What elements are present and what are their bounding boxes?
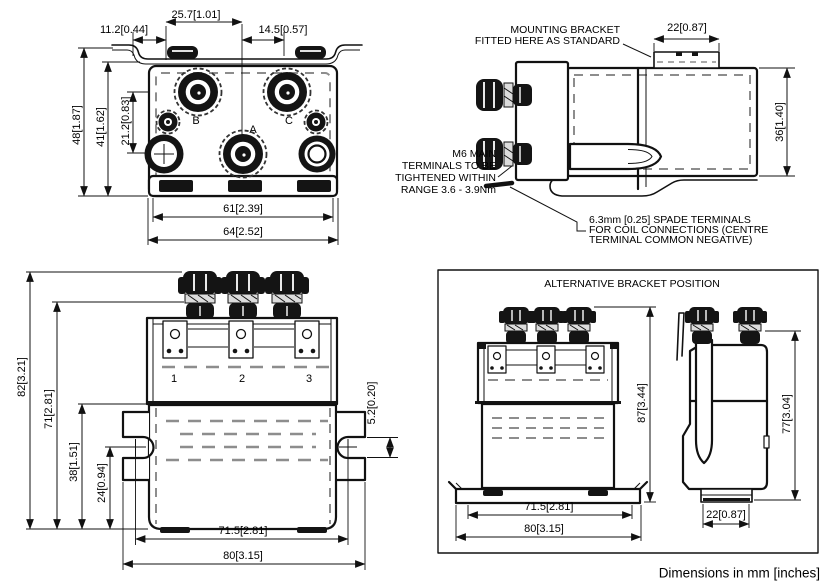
m6-note-line2: TERMINALS TO BE (401, 160, 496, 172)
terminal-a-label: A (249, 124, 257, 136)
terminal-1-label: 1 (170, 373, 178, 385)
terminal-post-1 (163, 321, 187, 358)
terminal-c-label: C (285, 115, 293, 127)
dim-width-total: 64[2.52] (223, 226, 263, 238)
dim-body-height: 36[1.40] (774, 102, 786, 142)
dim-front-hole-height: 24[0.94] (96, 463, 108, 503)
dim-front-hole-spacing: 71.5[2.81] (218, 525, 268, 537)
dim-alt-hole-spacing: 71.5[2.81] (524, 501, 574, 513)
front-view (16, 271, 398, 570)
flange-right (337, 412, 365, 480)
front-stud-2 (221, 271, 265, 322)
alt-strap-plunger (696, 340, 712, 463)
spade-note-line2: FOR COIL CONNECTIONS (CENTRE (589, 224, 769, 236)
alt-side-view (677, 307, 801, 528)
plunger-rings (299, 136, 336, 173)
dim-alt-front-height: 87[3.44] (636, 383, 648, 423)
dim-offset-left: 11.2[0.44] (99, 24, 149, 36)
dim-center: 25.7[1.01] (171, 9, 221, 21)
terminal-post-3 (295, 321, 319, 358)
m6-note-line1: M6 MAIN (452, 148, 496, 160)
m6-note-line3: TIGHTENED WITHIN (395, 172, 496, 184)
dim-height-total: 48[1.87] (71, 105, 83, 145)
spade-note-line1: 6.3mm [0.25] SPADE TERMINALS (589, 214, 751, 226)
front-stud-3 (265, 271, 309, 322)
dim-width-inner: 61[2.39] (223, 203, 263, 215)
dim-bracket-width: 22[0.87] (667, 22, 707, 34)
dim-front-height-lower: 38[1.51] (68, 442, 80, 482)
terminal-post-2 (229, 321, 253, 358)
dimensions-note: Dimensions in mm [inches] (658, 565, 820, 581)
m6-note-line4: RANGE 3.6 - 3.9Nm (400, 184, 496, 196)
plunger-side (570, 144, 661, 169)
alt-front-studs (499, 307, 596, 344)
dim-alt-side-height: 77[3.04] (781, 394, 793, 434)
mounting-note-line1: MOUNTING BRACKET (510, 24, 620, 36)
top-view (71, 9, 362, 245)
dim-alt-width-total: 80[3.15] (524, 523, 564, 535)
dim-front-height-studs: 71[2.81] (43, 389, 55, 429)
bracket-pad-left (167, 46, 198, 59)
dim-height-terminals: 21.2[0.83] (120, 96, 132, 146)
dim-height-body: 41[1.62] (95, 107, 107, 147)
dim-flange-offset: 5.2[0.20] (366, 381, 378, 425)
mounting-bracket-pad (654, 52, 719, 68)
spade-note-line3: TERMINAL COMMON NEGATIVE) (589, 234, 753, 246)
bracket-pad-right (295, 46, 326, 59)
side-view (395, 22, 795, 246)
terminal-b-label: B (192, 115, 200, 127)
dim-alt-side-width: 22[0.87] (706, 509, 746, 521)
front-stud-1 (178, 271, 222, 322)
bracket-foot (550, 176, 757, 196)
terminal-3-label: 3 (305, 373, 313, 385)
alt-view-title: ALTERNATIVE BRACKET POSITION (544, 278, 720, 290)
alternative-bracket-view (438, 270, 818, 553)
dim-front-width-total: 80[3.15] (223, 550, 263, 562)
alt-side-studs (685, 307, 767, 344)
alt-spade-up (677, 313, 684, 360)
alt-side-pad (701, 489, 752, 502)
front-body (149, 405, 336, 529)
mounting-hole (145, 135, 184, 174)
dim-front-height-total: 82[3.21] (16, 357, 28, 397)
alt-front-view (449, 307, 656, 541)
mounting-note-line2: FITTED HERE AS STANDARD (474, 35, 620, 47)
dim-offset-right: 14.5[0.57] (258, 24, 308, 36)
alt-front-posts (488, 346, 604, 373)
terminal-2-label: 2 (238, 373, 246, 385)
